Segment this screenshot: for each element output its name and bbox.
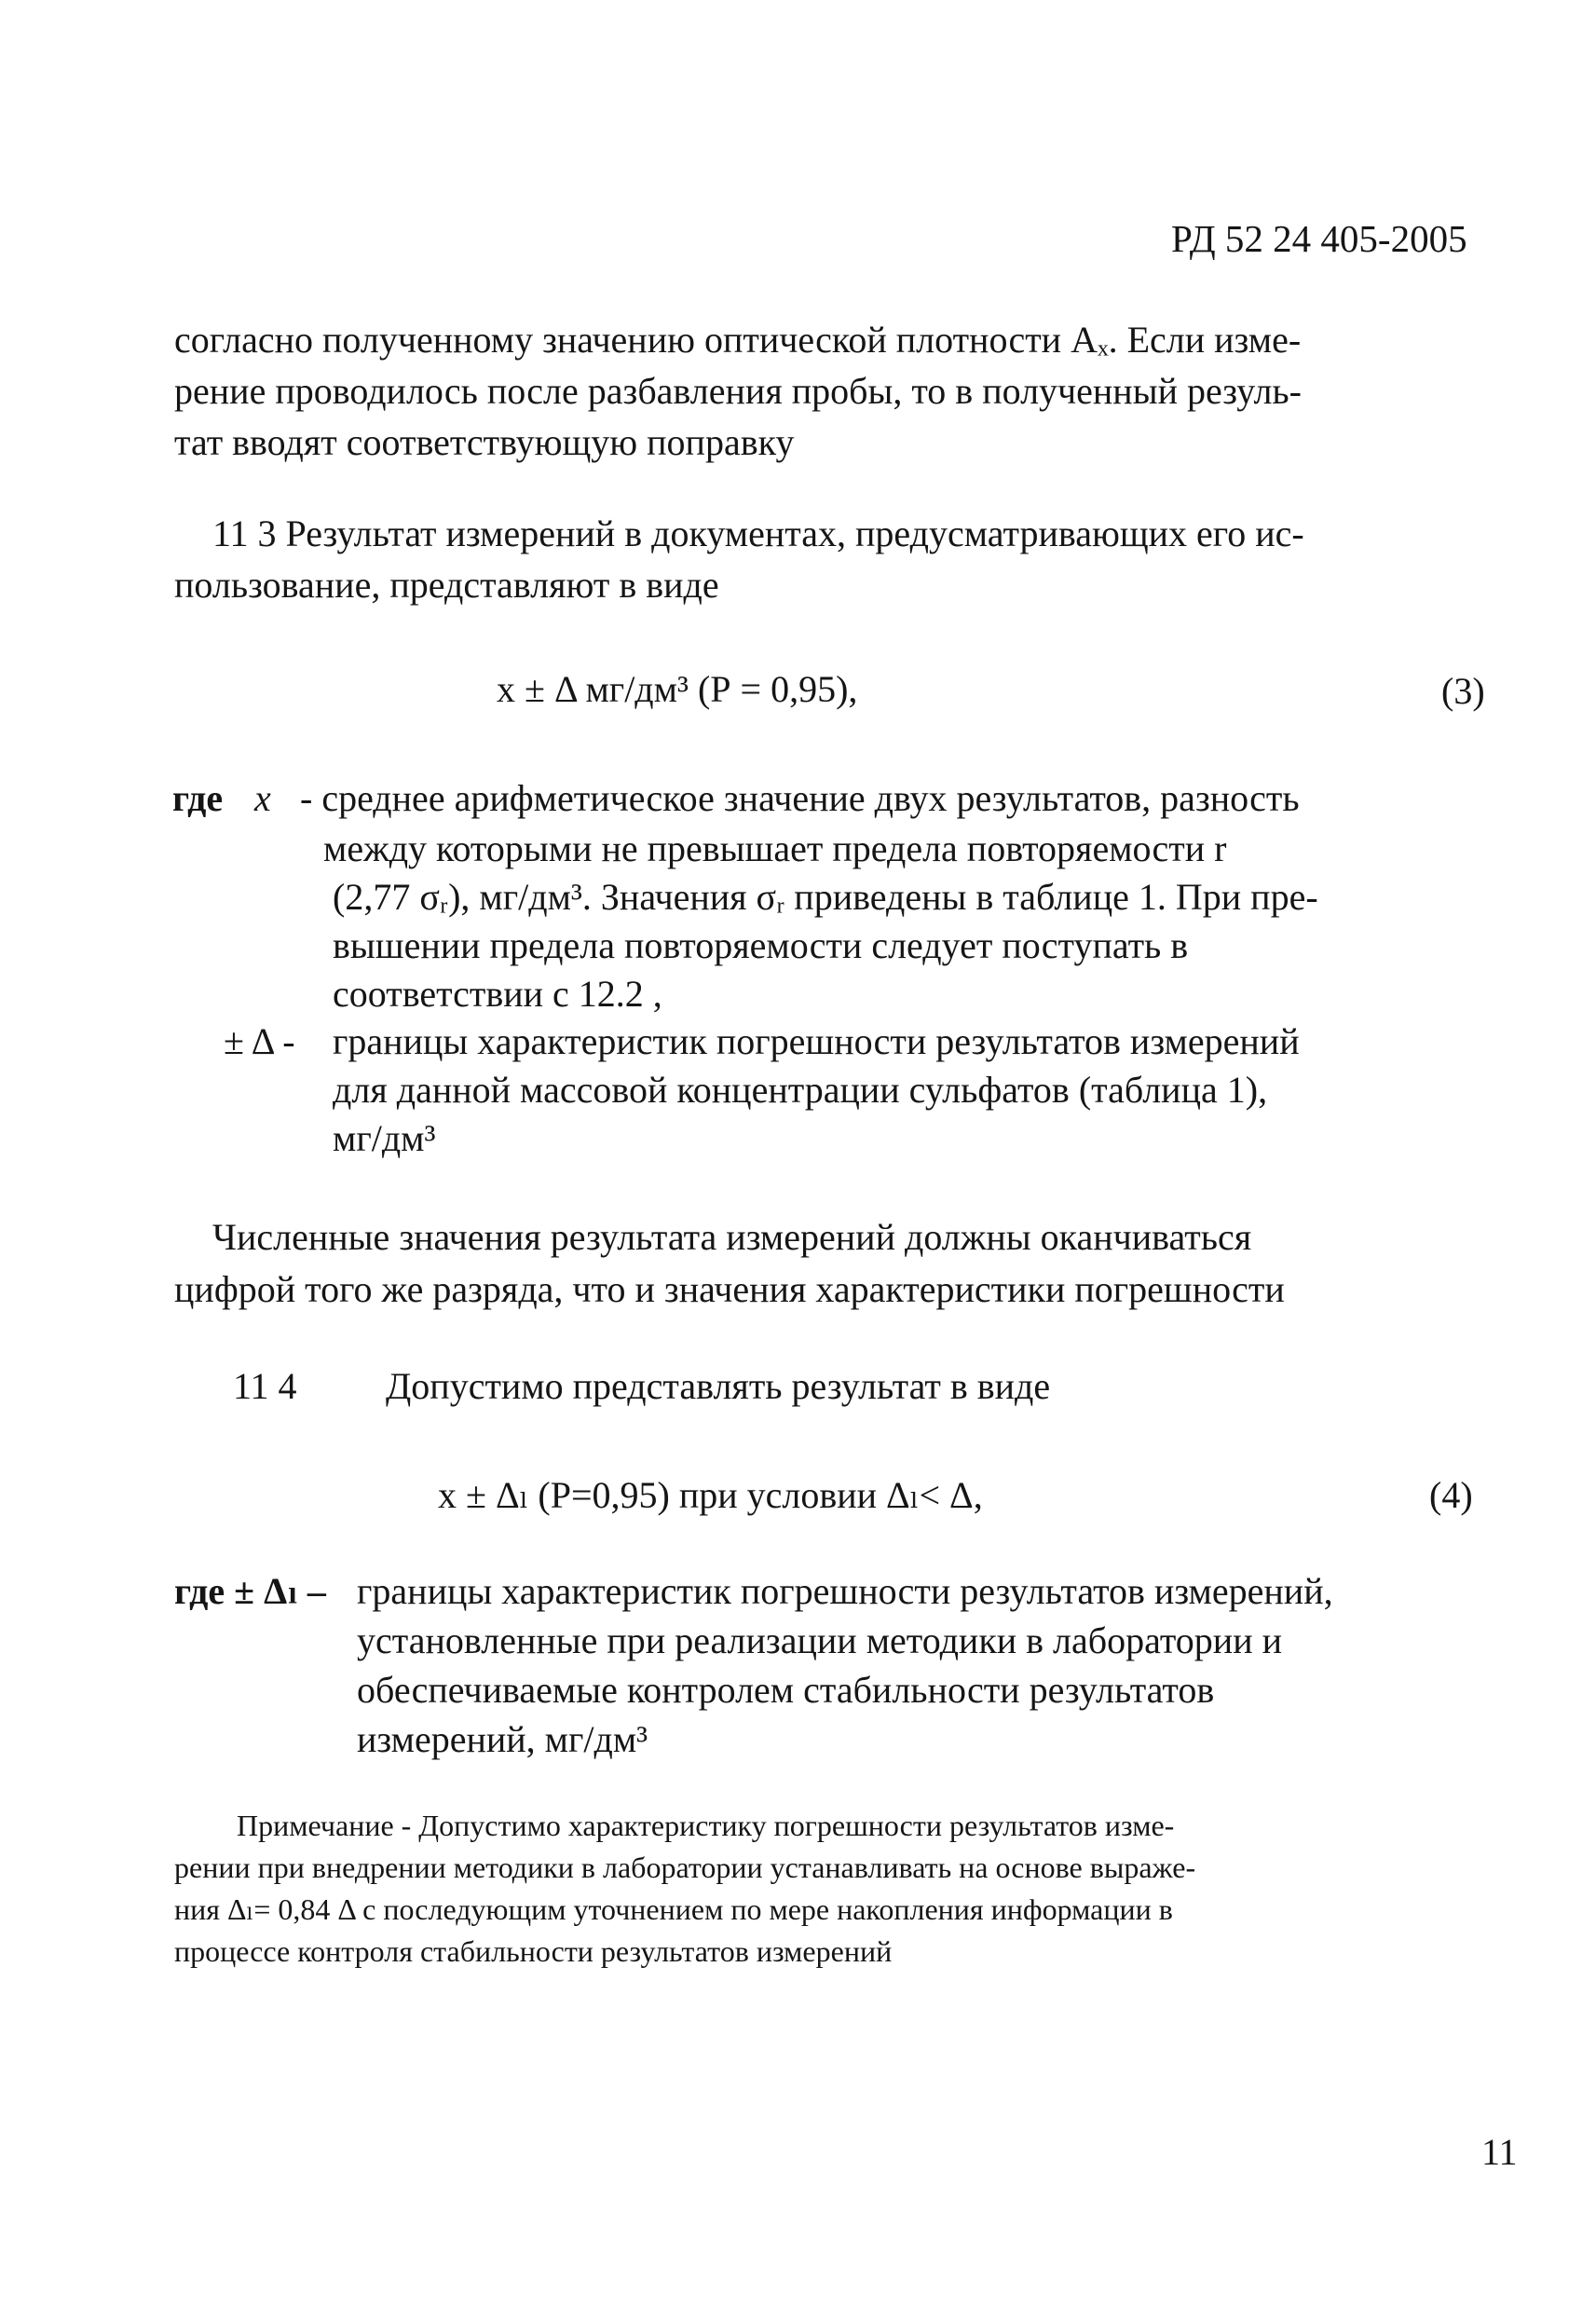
intro-line-2: рение проводилось после разбавления пробы, то в полученный резуль- xyxy=(174,370,1302,412)
note-line-2: рении при внедрении методики в лаборатории устанавливать на основе выраже- xyxy=(174,1851,1196,1884)
x-def-line-4: вышении предела повторяемости следует поступать в xyxy=(333,924,1189,966)
formula-4-number: (4) xyxy=(1429,1474,1473,1516)
where-4-line-2: установленные при реализации методики в лаборатории и xyxy=(357,1619,1283,1661)
x-def-line-1: - среднее арифметическое значение двух результатов, разность xyxy=(300,777,1300,819)
where-4-line-3: обеспечиваемые контролем стабильности результатов xyxy=(357,1669,1215,1711)
intro-line-1: согласно полученному значению оптической плотности Aₓ. Если изме- xyxy=(174,319,1302,361)
x-def-line-3: (2,77 σᵣ), мг/дм³. Значения σᵣ приведены в таблице 1. При пре- xyxy=(333,876,1318,918)
x-def-line-5: соответствии с 12.2 , xyxy=(333,973,662,1015)
formula-3: x ± Δ мг/дм³ (Р = 0,95), xyxy=(497,668,858,710)
note-line-4: процессе контроля стабильности результатов измерений xyxy=(174,1934,893,1968)
note-line-3: ния Δₗ= 0,84 Δ с последующим уточнением по мере накопления информации в xyxy=(174,1892,1173,1926)
section-11-3-line-1: 11 3 Результат измерений в документах, предусматривающих его ис- xyxy=(212,512,1304,554)
document-code: РД 52 24 405-2005 xyxy=(1171,217,1467,260)
where-label: где xyxy=(172,777,224,819)
delta-def-line-3: мг/дм³ xyxy=(333,1117,436,1159)
section-11-4-number: 11 4 xyxy=(233,1365,297,1407)
where-4-line-1: границы характеристик погрешности результатов измерений, xyxy=(357,1570,1333,1612)
section-11-3-line-2: пользование, представляют в виде xyxy=(174,564,719,606)
numeric-line-2: цифрой того же разряда, что и значения характеристики погрешности xyxy=(174,1268,1285,1310)
intro-line-3: тат вводят соответствующую поправку xyxy=(174,421,795,463)
formula-3-number: (3) xyxy=(1441,670,1485,712)
delta-symbol: ± Δ - xyxy=(224,1020,295,1062)
numeric-line-1: Численные значения результата измерений должны оканчиваться xyxy=(212,1216,1252,1258)
delta-def-line-2: для данной массовой концентрации сульфатов (таблица 1), xyxy=(333,1069,1268,1111)
where-4-line-4: измерений, мг/дм³ xyxy=(357,1718,648,1760)
x-def-line-2: между которыми не превышает предела повторяемости r xyxy=(323,827,1227,869)
where-4-label: где ± Δₗ – xyxy=(174,1570,326,1612)
note-line-1: Примечание - Допустимо характеристику погрешности результатов изме- xyxy=(237,1809,1175,1842)
page-number: 11 xyxy=(1481,2131,1518,2173)
section-11-4-text: Допустимо представлять результат в виде xyxy=(386,1365,1051,1407)
delta-def-line-1: границы характеристик погрешности результатов измерений xyxy=(333,1020,1300,1062)
x-symbol: x xyxy=(254,777,271,819)
formula-4: x ± Δₗ (Р=0,95) при условии Δₗ< Δ, xyxy=(438,1474,983,1516)
